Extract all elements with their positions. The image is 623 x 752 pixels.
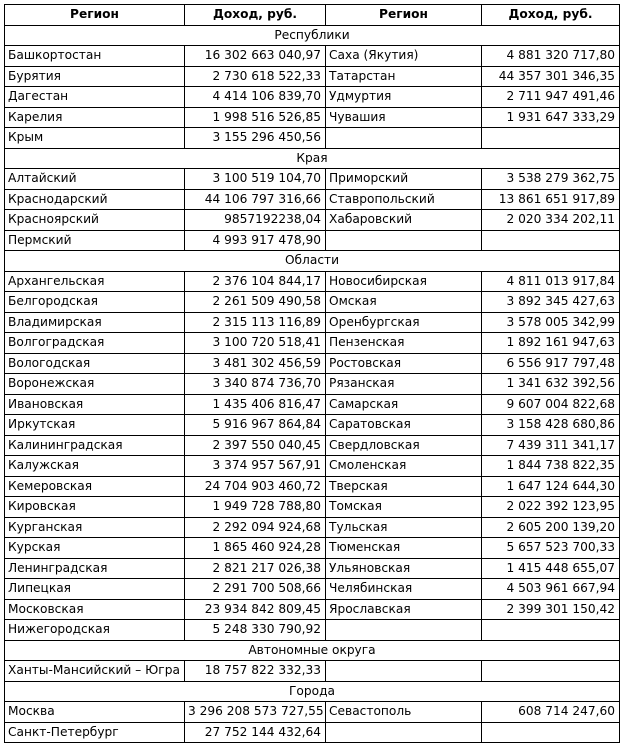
income-cell: [482, 620, 620, 641]
table-row: [5, 87, 620, 108]
income-cell: 3 538 279 362,75: [482, 169, 620, 190]
income-cell: 1 844 738 822,35: [482, 456, 620, 477]
income-cell: 2 730 618 522,33: [185, 66, 326, 87]
region-cell: [326, 722, 482, 743]
region-cell: Бурятия: [5, 66, 185, 87]
income-cell: 1 341 632 392,56: [482, 374, 620, 395]
header-income-left: Доход, руб.: [185, 5, 326, 26]
region-cell: Башкортостан: [5, 46, 185, 67]
income-cell: 1 415 448 655,07: [482, 558, 620, 579]
income-cell: 2 291 700 508,66: [185, 579, 326, 600]
income-cell: 44 106 797 316,66: [185, 189, 326, 210]
income-cell: 4 811 013 917,84: [482, 271, 620, 292]
income-cell: 3 100 720 518,41: [185, 333, 326, 354]
income-cell: 2 261 509 490,58: [185, 292, 326, 313]
region-cell: Дагестан: [5, 87, 185, 108]
region-cell: Калужская: [5, 456, 185, 477]
header-row: [5, 5, 620, 26]
income-cell: 1 998 516 526,85: [185, 107, 326, 128]
income-cell: 24 704 903 460,72: [185, 476, 326, 497]
table-row: [5, 353, 620, 374]
region-cell: Тульская: [326, 517, 482, 538]
header-income-right: Доход, руб.: [482, 5, 620, 26]
table-row: [5, 722, 620, 743]
header-region-right: Регион: [326, 5, 482, 26]
table-row: [5, 497, 620, 518]
income-cell: 2 397 550 040,45: [185, 435, 326, 456]
region-cell: Нижегородская: [5, 620, 185, 641]
table-row: [5, 394, 620, 415]
table-row: [5, 702, 620, 723]
region-cell: Иркутская: [5, 415, 185, 436]
header-region-left: Регион: [5, 5, 185, 26]
region-cell: Архангельская: [5, 271, 185, 292]
region-cell: Волгоградская: [5, 333, 185, 354]
region-cell: Санкт-Петербург: [5, 722, 185, 743]
table-row: [5, 189, 620, 210]
region-cell: Белгородская: [5, 292, 185, 313]
region-cell: Оренбургская: [326, 312, 482, 333]
income-cell: [482, 661, 620, 682]
region-cell: Крым: [5, 128, 185, 149]
region-cell: [326, 128, 482, 149]
income-cell: 3 340 874 736,70: [185, 374, 326, 395]
table-row: [5, 333, 620, 354]
income-cell: 27 752 144 432,64: [185, 722, 326, 743]
region-cell: Вологодская: [5, 353, 185, 374]
table-row: [5, 271, 620, 292]
income-cell: 3 155 296 450,56: [185, 128, 326, 149]
region-cell: Липецкая: [5, 579, 185, 600]
region-cell: Новосибирская: [326, 271, 482, 292]
income-cell: 44 357 301 346,35: [482, 66, 620, 87]
region-cell: [326, 230, 482, 251]
income-cell: 2 376 104 844,17: [185, 271, 326, 292]
table-body: [5, 25, 620, 743]
income-cell: 1 435 406 816,47: [185, 394, 326, 415]
region-cell: Московская: [5, 599, 185, 620]
table-row: [5, 476, 620, 497]
income-cell: 9857192238,04: [185, 210, 326, 231]
table-row: [5, 517, 620, 538]
income-cell: [482, 230, 620, 251]
income-cell: 7 439 311 341,17: [482, 435, 620, 456]
income-cell: 1 865 460 924,28: [185, 538, 326, 559]
table-row: [5, 107, 620, 128]
region-cell: Кемеровская: [5, 476, 185, 497]
table-row: [5, 46, 620, 67]
section-title: Края: [5, 148, 620, 169]
table-row: [5, 558, 620, 579]
region-cell: Карелия: [5, 107, 185, 128]
region-cell: Челябинская: [326, 579, 482, 600]
region-cell: Ханты-Мансийский – Югра: [5, 661, 185, 682]
income-cell: 5 248 330 790,92: [185, 620, 326, 641]
region-cell: Ульяновская: [326, 558, 482, 579]
region-cell: [326, 661, 482, 682]
region-cell: Ставропольский: [326, 189, 482, 210]
section-title: Области: [5, 251, 620, 272]
income-cell: 608 714 247,60: [482, 702, 620, 723]
region-cell: Краснодарский: [5, 189, 185, 210]
income-cell: 3 892 345 427,63: [482, 292, 620, 313]
table-row: [5, 599, 620, 620]
region-cell: Красноярский: [5, 210, 185, 231]
income-cell: [482, 722, 620, 743]
table-row: [5, 312, 620, 333]
section-title: Города: [5, 681, 620, 702]
region-cell: Тюменская: [326, 538, 482, 559]
region-cell: Ярославская: [326, 599, 482, 620]
region-cell: Курганская: [5, 517, 185, 538]
region-cell: [326, 620, 482, 641]
table-row: [5, 579, 620, 600]
table-row: [5, 415, 620, 436]
income-cell: 3 374 957 567,91: [185, 456, 326, 477]
income-cell: 2 399 301 150,42: [482, 599, 620, 620]
region-cell: Севастополь: [326, 702, 482, 723]
income-table: [4, 4, 620, 743]
region-cell: Рязанская: [326, 374, 482, 395]
section-title: Автономные округа: [5, 640, 620, 661]
region-cell: Пензенская: [326, 333, 482, 354]
income-cell: 4 881 320 717,80: [482, 46, 620, 67]
region-cell: Ивановская: [5, 394, 185, 415]
income-cell: 4 503 961 667,94: [482, 579, 620, 600]
income-cell: 2 711 947 491,46: [482, 87, 620, 108]
income-cell: 2 292 094 924,68: [185, 517, 326, 538]
income-cell: 1 949 728 788,80: [185, 497, 326, 518]
region-cell: Владимирская: [5, 312, 185, 333]
table-row: [5, 538, 620, 559]
region-cell: Курская: [5, 538, 185, 559]
income-cell: 3 578 005 342,99: [482, 312, 620, 333]
region-cell: Москва: [5, 702, 185, 723]
section-header-row: [5, 148, 620, 169]
table-row: [5, 292, 620, 313]
table-row: [5, 169, 620, 190]
income-cell: 3 158 428 680,86: [482, 415, 620, 436]
table-row: [5, 456, 620, 477]
region-cell: Кировская: [5, 497, 185, 518]
income-cell: 3 481 302 456,59: [185, 353, 326, 374]
table-row: [5, 374, 620, 395]
region-cell: Алтайский: [5, 169, 185, 190]
table-row: [5, 435, 620, 456]
income-cell: [482, 128, 620, 149]
region-cell: Пермский: [5, 230, 185, 251]
region-cell: Томская: [326, 497, 482, 518]
income-cell: 3 100 519 104,70: [185, 169, 326, 190]
region-cell: Татарстан: [326, 66, 482, 87]
income-cell: 5 657 523 700,33: [482, 538, 620, 559]
region-cell: Смоленская: [326, 456, 482, 477]
income-cell: 6 556 917 797,48: [482, 353, 620, 374]
region-cell: Приморский: [326, 169, 482, 190]
table-row: [5, 620, 620, 641]
region-cell: Чувашия: [326, 107, 482, 128]
income-cell: 2 605 200 139,20: [482, 517, 620, 538]
section-header-row: [5, 640, 620, 661]
table-row: [5, 661, 620, 682]
income-cell: 1 931 647 333,29: [482, 107, 620, 128]
income-cell: 5 916 967 864,84: [185, 415, 326, 436]
region-cell: Тверская: [326, 476, 482, 497]
section-header-row: [5, 681, 620, 702]
section-header-row: [5, 251, 620, 272]
income-cell: 23 934 842 809,45: [185, 599, 326, 620]
income-cell: 18 757 822 332,33: [185, 661, 326, 682]
region-cell: Воронежская: [5, 374, 185, 395]
section-header-row: [5, 25, 620, 46]
income-cell: 4 993 917 478,90: [185, 230, 326, 251]
section-title: Республики: [5, 25, 620, 46]
region-cell: Ленинградская: [5, 558, 185, 579]
region-cell: Калининградская: [5, 435, 185, 456]
income-cell: 4 414 106 839,70: [185, 87, 326, 108]
income-cell: 9 607 004 822,68: [482, 394, 620, 415]
income-cell: 2 821 217 026,38: [185, 558, 326, 579]
region-cell: Саратовская: [326, 415, 482, 436]
income-cell: 13 861 651 917,89: [482, 189, 620, 210]
income-cell: 16 302 663 040,97: [185, 46, 326, 67]
region-cell: Хабаровский: [326, 210, 482, 231]
table-row: [5, 66, 620, 87]
income-cell: 1 647 124 644,30: [482, 476, 620, 497]
income-cell: 2 022 392 123,95: [482, 497, 620, 518]
region-cell: Омская: [326, 292, 482, 313]
table-row: [5, 230, 620, 251]
table-row: [5, 128, 620, 149]
region-cell: Свердловская: [326, 435, 482, 456]
income-cell: 2 020 334 202,11: [482, 210, 620, 231]
income-cell: 3 296 208 573 727,55: [185, 702, 326, 723]
income-cell: 2 315 113 116,89: [185, 312, 326, 333]
region-cell: Удмуртия: [326, 87, 482, 108]
region-cell: Ростовская: [326, 353, 482, 374]
table-row: [5, 210, 620, 231]
region-cell: Самарская: [326, 394, 482, 415]
region-cell: Саха (Якутия): [326, 46, 482, 67]
income-cell: 1 892 161 947,63: [482, 333, 620, 354]
